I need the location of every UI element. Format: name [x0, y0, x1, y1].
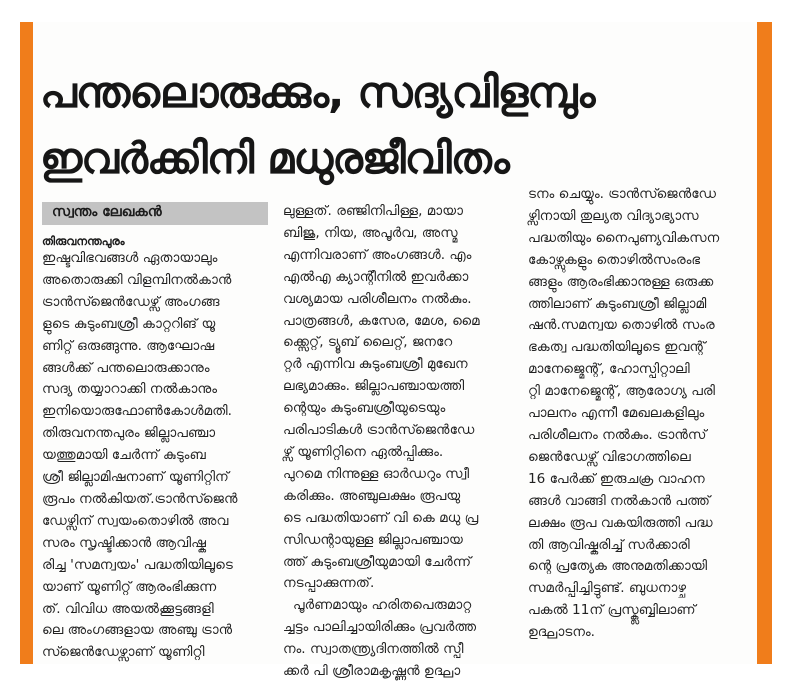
article-line: റ്റി മാനേജ്മെന്റ്, ആരോഗ്യ പരി — [528, 383, 715, 400]
article-line: ടനം ചെയ്യും. ട്രാൻസ്ജെൻഡേ — [528, 186, 717, 202]
article-line: നം. സ്വാതന്ത്ര്യദിനത്തിൽ സ്പീ — [283, 641, 464, 658]
article-line: ന്റെ പ്രത്യേക അനുമതിക്കായി — [528, 558, 708, 575]
left-accent-bar — [20, 22, 33, 664]
right-accent-bar — [757, 22, 772, 664]
article-line: യാണ് യൂണിറ്റ് ആരംഭിക്കുന്ന — [42, 578, 217, 595]
article-line: ജെൻഡേഴ്സ് വിഭാഗത്തിലെ — [528, 448, 691, 465]
article-line: അതൊരുക്കി വിളമ്പിനൽകാൻ — [42, 271, 232, 288]
byline-box — [42, 202, 268, 225]
article-line: ങ്ങളും ആരംഭിക്കാനുള്ള ഒരുക്ക — [528, 273, 714, 290]
article-line: മാനേജ്മെന്റ്, ഹോസ്പിറ്റാലി — [528, 361, 690, 378]
article-line: പാത്രങ്ങൾ, കസേര, മേശ, മൈ — [283, 312, 480, 329]
article-line: ക്ക്സെറ്റ്, ട്യൂബ് ലൈറ്റ്, ജനറേ — [283, 334, 453, 351]
article-line: വശ്യമായ പരിശീലനം നൽകും. — [283, 290, 472, 307]
article-line: ങ്ങൾ വാങ്ങി നൽകാൻ പത്ത് — [528, 492, 711, 509]
article-line: ഴ്സിനായി തുല്യത വിദ്യാഭ്യാസ — [528, 207, 699, 224]
article-line: കോഴ്സുകളും തൊഴിൽസംരംഭ — [528, 251, 701, 268]
article-line: പുറമെ നിന്നുള്ള ഓർഡറും സ്വീ — [283, 465, 470, 482]
article-line: രിച്ച 'സമന്വയം' പദ്ധതിയിലൂടെ — [42, 556, 233, 573]
article-line: ലഭ്യമാക്കും. ജില്ലാപഞ്ചായത്തി — [283, 378, 465, 395]
article-line: ഴ്സ് യൂണിറ്റിനെ ഏൽപ്പിക്കും. — [283, 443, 444, 460]
headline-line-2: ഇവർക്കിനി മധുരജീവിതം — [40, 134, 509, 184]
article-line: ഇഷ്ടവിഭവങ്ങൾ ഏതായാലും — [42, 250, 218, 266]
article-column-1 — [42, 248, 270, 664]
article-line: ത്. വിവിധ അയൽക്കൂട്ടങ്ങളി — [42, 600, 214, 617]
article-line: സരം സൃഷ്ടിക്കാൻ ആവിഷ്ക — [42, 534, 207, 551]
article-line: ശ്രീ ജില്ലാമിഷനാണ് യൂണിറ്റിന് — [42, 469, 229, 486]
article-line: പരിശീലനം നൽകും. ട്രാൻസ് — [528, 426, 707, 443]
article-line: ലെ അംഗങ്ങളായ അഞ്ചു ട്രാൻ — [42, 622, 233, 639]
article-line: തി ആവിഷ്കരിച്ച് സർക്കാരി — [528, 536, 690, 553]
headline-line-1: പന്തലൊരുക്കും, സദ്യവിളമ്പും — [40, 68, 595, 118]
article-line: ടെ പദ്ധതിയാണ് വി കെ മധു പ്ര — [283, 509, 479, 526]
byline: സ്വന്തം ലേഖകൻ — [52, 204, 162, 220]
article-line: ലുള്ളത്. രഞ്ജിനിപിള്ള, മായാ — [283, 203, 463, 219]
article-line: കരിക്കും. അഞ്ചുലക്ഷം രൂപയു — [283, 487, 461, 504]
article-line: 16 പേർക്ക് ഇരുചക്ര വാഹന — [528, 470, 705, 487]
article-column-3 — [528, 184, 753, 644]
article-line: രൂപം നൽകിയത്.ട്രാൻസ്ജെൻ — [42, 490, 238, 507]
headline — [40, 60, 755, 192]
article-line: ഡേഴ്സിന് സ്വയംതൊഴിൽ അവ — [42, 512, 229, 529]
article-line: ത്ത് കുടുംബശ്രീയുമായി ചേർന്ന് — [283, 553, 472, 570]
article-line: ബിജു, നിയ, അപൂർവ, അസ്മ — [283, 224, 458, 241]
article-line: ട്രാൻസ്ജെൻഡേഴ്സ് അംഗങ്ങ — [42, 293, 220, 310]
article-line: പൂർണമായും ഹരിതപെരുമാറ്റ — [293, 597, 472, 614]
article-line: ന്റെയും കുടുംബശ്രീയുടെയും — [283, 400, 446, 417]
article-line: ഭകത്വ പദ്ധതിയിലൂടെ ഇവന്റ് — [528, 339, 706, 356]
article-line: എന്നിവരാണ് അംഗങ്ങൾ. എം — [283, 246, 472, 263]
article-line: പാലനം എന്നീ മേഖലകളിലും — [528, 405, 705, 422]
article-line: എൽഎ ക്യാന്റീനിൽ ഇവർക്കാ — [283, 268, 469, 285]
article-line: ഷൻ.സമന്വയ തൊഴിൽ സംര — [528, 317, 715, 334]
article-line: തിരുവനന്തപുരം ജില്ലാപഞ്ചാ — [42, 425, 216, 442]
article-line: പരിപാടികൾ ട്രാൻസ്ജെൻഡേ — [283, 422, 475, 439]
article-line: ണിറ്റ് ഒരുങ്ങുന്നു. ആഘോഷ — [42, 337, 215, 354]
article-line: യത്തുമായി ചേർന്ന് കുടുംബ — [42, 447, 206, 464]
article-line: സദ്യ തയ്യാറാക്കി നൽകാനും — [42, 381, 218, 398]
article-line: ക്കർ പി ശ്രീരാമകൃഷ്ണൻ ഉദ്ഘാ — [283, 663, 461, 680]
article-line: ങ്ങൾക്ക് പന്തലൊരുക്കാനും — [42, 359, 210, 376]
article-line: ഉദ്ഘാടനം. — [528, 624, 596, 641]
article-line: പദ്ധതിയും നൈപുണ്യവികസന — [528, 229, 720, 246]
article-line: ളുടെ കുടുംബശ്രീ കാറ്ററിങ് യൂ — [42, 315, 216, 332]
article-line: പകൽ 11ന് പ്രസ്ക്ലബ്ബിലാണ് — [528, 602, 696, 619]
article-line: സിഡന്റായുള്ള ജില്ലാപഞ്ചായ — [283, 531, 463, 548]
article-column-2 — [283, 201, 515, 683]
article-line: നടപ്പാക്കുന്നത്. — [283, 575, 375, 592]
article-line: ത്തിലാണ് കുടുംബശ്രീ ജില്ലാമി — [528, 295, 707, 312]
article-line: റ്റർ എന്നിവ കുടുംബശ്രീ മുഖേന — [283, 356, 468, 373]
article-line: സ്ജെൻഡേഴ്സാണ് യൂണിറ്റി — [42, 644, 205, 661]
article-line: സമർപ്പിച്ചിട്ടുണ്ട്. ബുധനാഴ്ച — [528, 580, 687, 597]
article-line: ലക്ഷം രൂപ വകയിരുത്തി പദ്ധ — [528, 514, 713, 531]
article-line: ച്ചട്ടം പാലിച്ചായിരിക്കും പ്രവർത്ത — [283, 619, 477, 636]
article-line: ഇനിയൊരുഫോൺകോൾമതി. — [42, 403, 232, 420]
dateline: തിരുവനന്തപുരം — [42, 234, 125, 248]
